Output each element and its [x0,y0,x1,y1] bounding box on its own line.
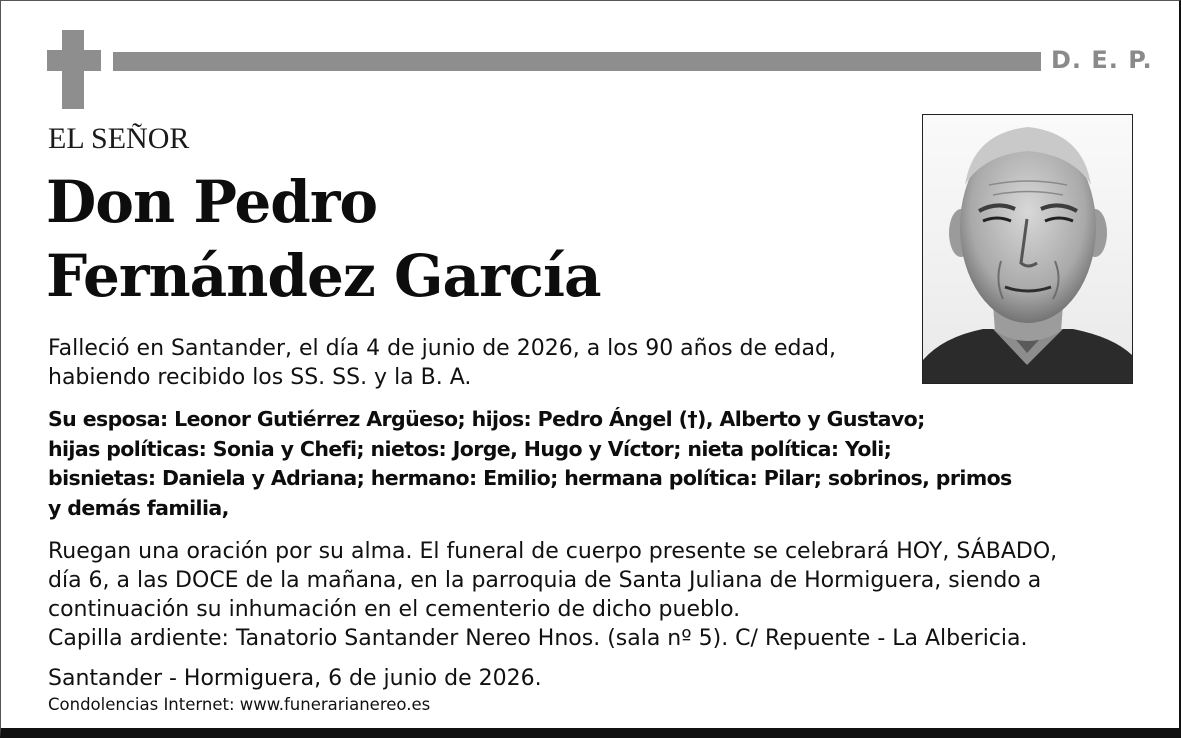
intro-line: Falleció en Santander, el día 4 de junio de 2026, a los 90 años de edad, [48,336,836,361]
name-line-1: Don Pedro [46,168,378,236]
funeral-line: Ruegan una oración por su alma. El funeral de cuerpo presente se celebrará HOY, SÁBADO, [48,539,1058,564]
header-rule [113,52,1041,71]
funeral-line: Capilla ardiente: Tanatorio Santander Nereo Hnos. (sala nº 5). C/ Repuente - La Albericia. [48,626,1028,651]
family-list [48,405,1108,523]
deceased-name [46,165,601,313]
honorific-prefix: EL SEÑOR [48,122,190,155]
dep-label: D. E. P. [1051,46,1153,74]
family-line: Su esposa: Leonor Gutiérrez Argüeso; hijos: Pedro Ángel (†), Alberto y Gustavo; [48,407,925,431]
intro-line: habiendo recibido los SS. SS. y la B. A. [48,365,472,390]
cross-icon [47,30,101,109]
place-date: Santander - Hormiguera, 6 de junio de 2026. [48,666,542,691]
funeral-details [48,537,1158,653]
death-announcement [48,334,908,392]
condolences-link[interactable]: Condolencias Internet: www.funerarianereo.es [48,695,431,714]
name-line-2: Fernández García [46,242,601,310]
funeral-line: continuación su inhumación en el cementerio de dicho pueblo. [48,597,741,622]
family-line: y demás familia, [48,495,229,520]
funeral-line: día 6, a las DOCE de la mañana, en la parroquia de Santa Juliana de Hormiguera, siendo a [48,568,1042,593]
family-line: bisnietas: Daniela y Adriana; hermano: Emilio; hermana política: Pilar; sobrinos, primos [48,466,1012,490]
portrait-photo [922,114,1133,384]
family-line: hijas políticas: Sonia y Chefi; nietos: Jorge, Hugo y Víctor; nieta política: Yoli; [48,436,892,461]
